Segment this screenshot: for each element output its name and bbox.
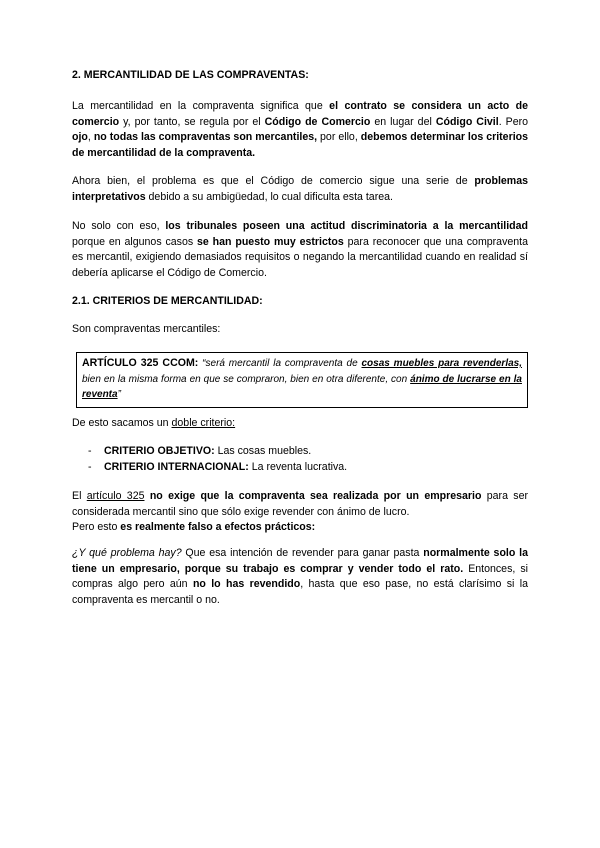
text: De esto sacamos un bbox=[72, 417, 172, 429]
article-quote-box bbox=[76, 352, 528, 408]
text: Que esa intención de revender para ganar pasta bbox=[181, 547, 424, 559]
paragraph-4 bbox=[72, 322, 528, 338]
bold-text: es realmente falso a efectos prácticos: bbox=[120, 521, 316, 533]
text: No solo con eso, bbox=[72, 220, 166, 232]
bold-text: no todas las compraventas son mercantiles, bbox=[93, 131, 318, 143]
bold-text: CRITERIO INTERNACIONAL: bbox=[104, 460, 249, 473]
bold-text: el contrato se considera un acto de comercio bbox=[72, 100, 529, 128]
dash-bullet: - bbox=[88, 460, 92, 473]
text: , bbox=[87, 131, 94, 143]
paragraph-6 bbox=[72, 489, 528, 536]
text: . Pero bbox=[498, 115, 529, 128]
quote-text: ” bbox=[117, 389, 121, 400]
paragraph-2 bbox=[72, 174, 528, 205]
paragraph-3 bbox=[72, 219, 528, 281]
list-item bbox=[72, 444, 528, 460]
text: , hasta que eso pase, no está clarísimo si la compraventa es mercantil o no. bbox=[72, 578, 528, 606]
quote-text: “será mercantil la compraventa de bbox=[198, 358, 362, 369]
text: para reconocer que una compraventa es mercantil, exigiendo demasiados requisitos o negando la mercantilidad cuando en realidad sí debería aplicarse el Código de Comercio. bbox=[72, 235, 528, 279]
bold-text: no exige que la compraventa sea realizada por un empresario bbox=[149, 490, 482, 502]
underlined-text: doble criterio: bbox=[171, 417, 236, 429]
criteria-list bbox=[72, 444, 528, 475]
text: debido a su ambigüedad, lo cual dificulta esta tarea. bbox=[145, 190, 393, 203]
quote-emphasis: cosas muebles para revenderlas, bbox=[361, 358, 523, 369]
text: por ello, bbox=[317, 131, 361, 143]
bold-text: problemas interpretativos bbox=[72, 175, 528, 203]
text: para ser considerada mercantil sino que sólo exige revender con ánimo de lucro. bbox=[72, 490, 529, 518]
quote-emphasis: ánimo de lucrarse en la reventa bbox=[82, 373, 522, 400]
text: El bbox=[72, 490, 87, 502]
bold-text: CRITERIO OBJETIVO: bbox=[104, 445, 215, 457]
bold-text: los tribunales poseen una actitud discriminatoria a la mercantilidad bbox=[165, 220, 528, 232]
quote-text: bien en la misma forma en que se compraron, bien en otra diferente, con bbox=[82, 373, 411, 385]
text: La mercantilidad en la compraventa significa que bbox=[72, 100, 330, 112]
text: y, por tanto, se regula por el bbox=[119, 115, 265, 128]
underlined-text: artículo 325 bbox=[86, 490, 145, 502]
bold-text: se han puesto muy estrictos bbox=[197, 235, 344, 248]
bold-text: Código Civil bbox=[435, 115, 499, 128]
heading-criterios: 2.1. CRITERIOS DE MERCANTILIDAD: bbox=[72, 295, 263, 307]
bold-text: no lo has revendido bbox=[192, 578, 301, 590]
bold-text: Código de Comercio bbox=[264, 115, 371, 128]
text: porque en algunos casos bbox=[72, 235, 198, 248]
intro-text: Son compraventas mercantiles: bbox=[72, 323, 221, 335]
text: Entonces, si compras algo pero aún bbox=[72, 562, 528, 590]
text: La reventa lucrativa. bbox=[248, 460, 348, 473]
paragraph-8 bbox=[72, 546, 528, 608]
text: Pero esto bbox=[72, 521, 121, 533]
bold-text: debemos determinar los criterios de mercantilidad de la compraventa. bbox=[72, 131, 529, 159]
text: en lugar del bbox=[370, 115, 436, 128]
dash-bullet: - bbox=[88, 445, 92, 457]
section-heading-1 bbox=[72, 68, 528, 84]
bold-text: normalmente solo la tiene un empresario, porque su trabajo es comprar y vender todo el rato. bbox=[72, 547, 528, 575]
paragraph-5 bbox=[72, 416, 528, 432]
text: Las cosas muebles. bbox=[214, 445, 312, 457]
bold-text: ojo bbox=[72, 131, 88, 143]
article-label: ARTÍCULO 325 CCOM: bbox=[82, 357, 199, 369]
section-heading-2 bbox=[72, 294, 528, 310]
text: Ahora bien, el problema es que el Código de comercio sigue una serie de bbox=[72, 175, 475, 187]
paragraph-1 bbox=[72, 99, 528, 161]
heading-mercantilidad: 2. MERCANTILIDAD DE LAS COMPRAVENTAS: bbox=[72, 69, 309, 81]
list-item bbox=[72, 460, 528, 476]
italic-question: ¿Y qué problema hay? bbox=[72, 547, 182, 559]
